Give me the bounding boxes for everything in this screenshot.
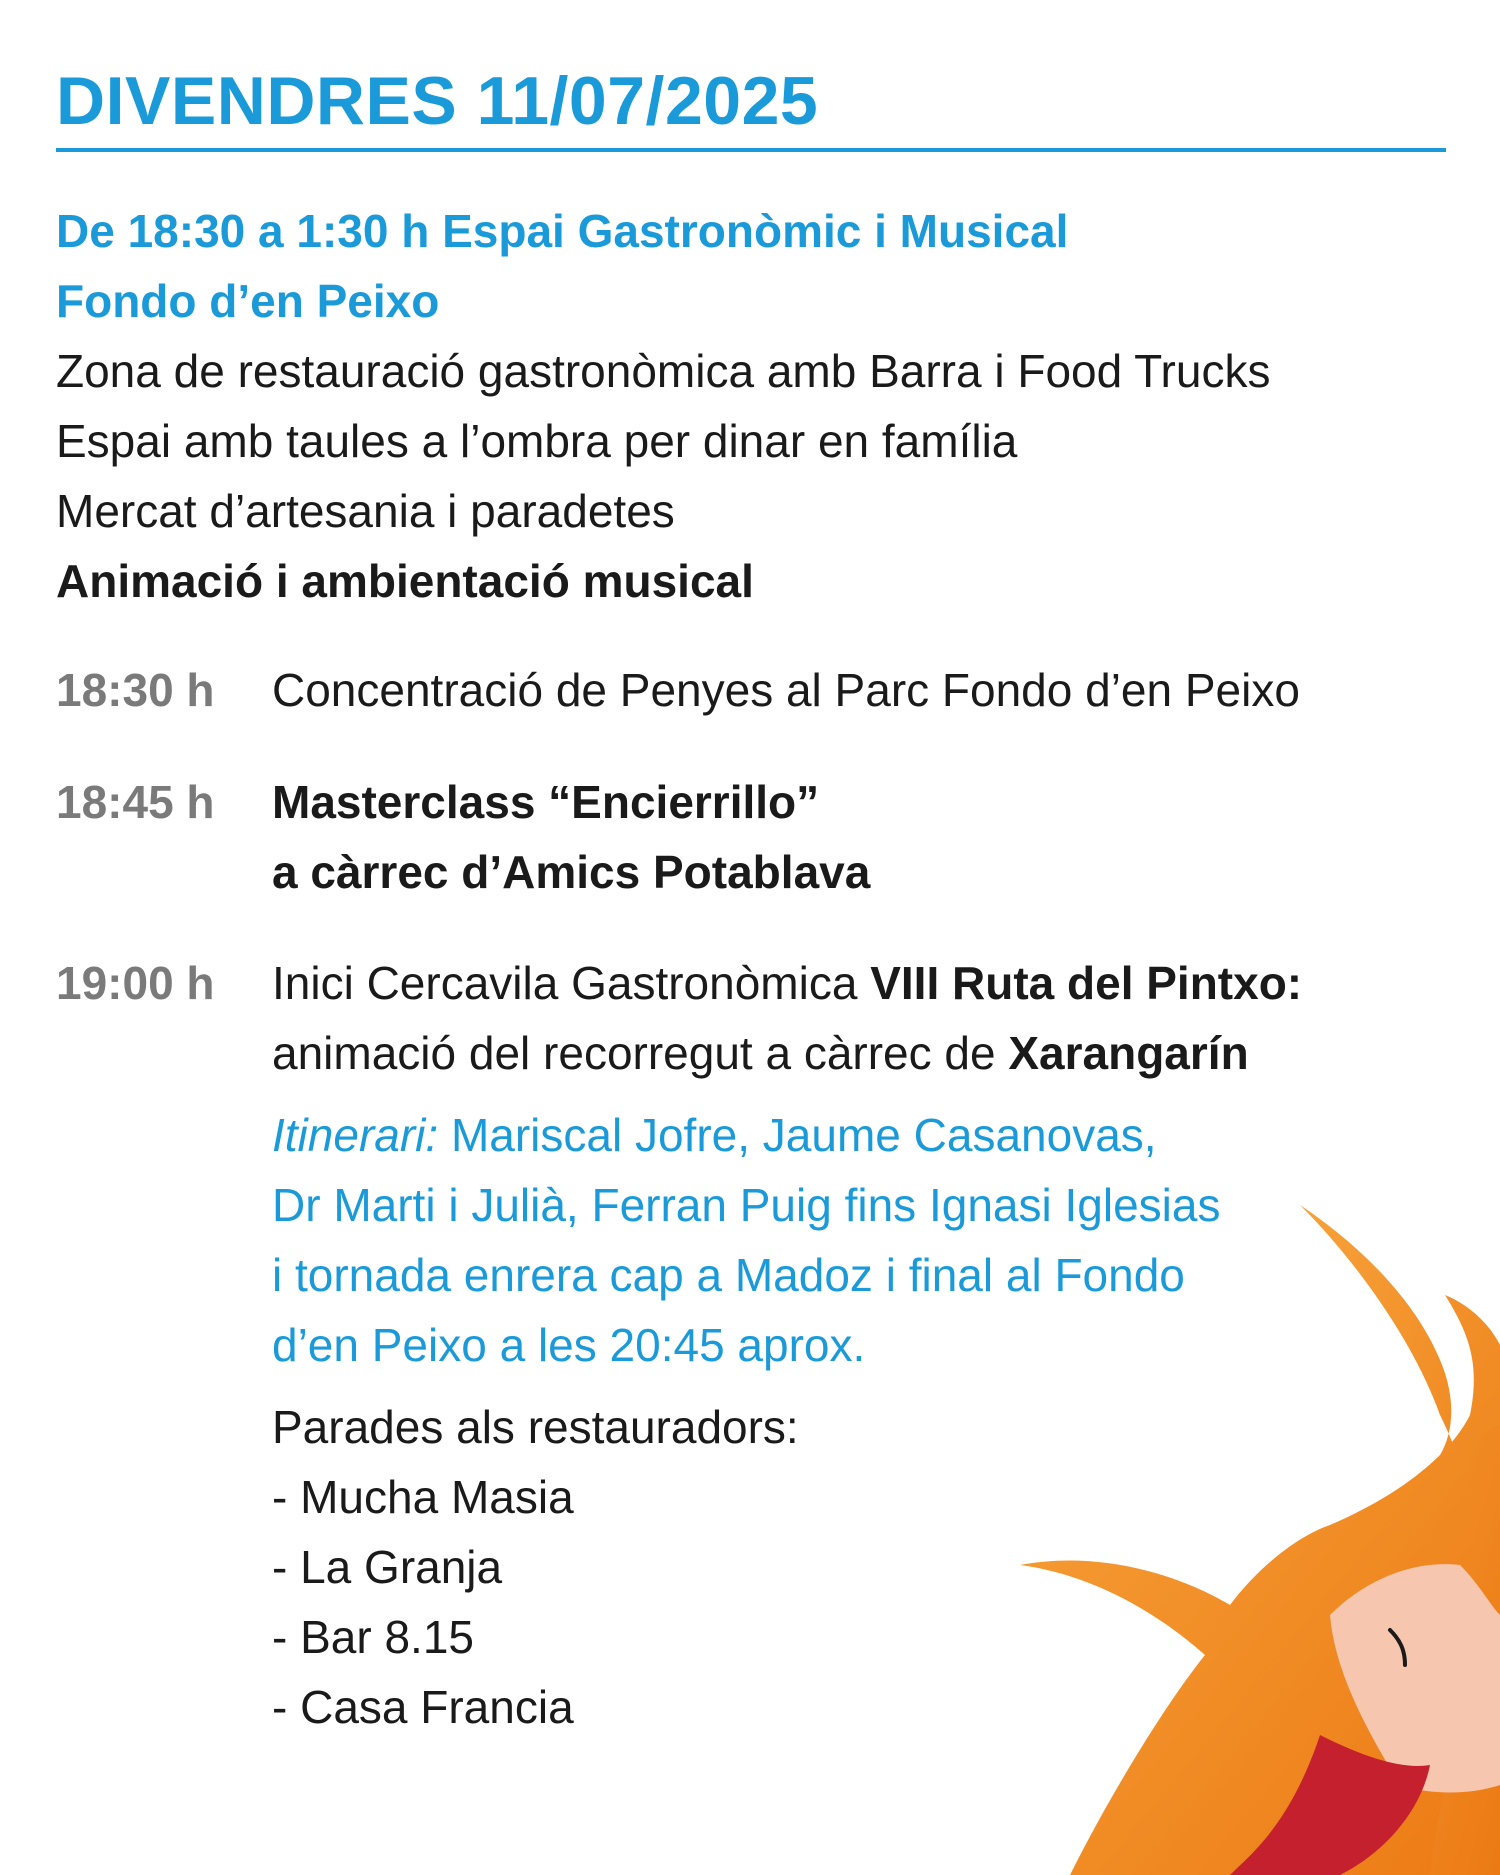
entry-line1-bold: VIII Ruta del Pintxo: xyxy=(870,957,1303,1009)
stop-item: - Casa Francia xyxy=(272,1681,574,1733)
entry-time: 19:00 h xyxy=(56,957,215,1009)
intro-heading-line1: De 18:30 a 1:30 h Espai Gastronòmic i Musical xyxy=(56,205,1069,257)
entry-line2-plain: animació del recorregut a càrrec de xyxy=(272,1027,1009,1079)
entry-line1 xyxy=(272,948,1452,1018)
itinerary-label: Itinerari: xyxy=(272,1109,439,1161)
itinerary-text: Mariscal Jofre, Jaume Casanovas, xyxy=(438,1109,1157,1161)
intro-line: Mercat d’artesania i paradetes xyxy=(56,485,675,537)
entry-description xyxy=(272,767,1452,907)
entry-description xyxy=(272,655,1452,725)
entry-line2 xyxy=(272,1018,1452,1088)
stop-item: - Mucha Masia xyxy=(272,1471,574,1523)
entry-line2-bold: Xarangarín xyxy=(1008,1027,1249,1079)
stop-item: - Bar 8.15 xyxy=(272,1611,474,1663)
stop-item: - La Granja xyxy=(272,1541,503,1593)
intro-bold-line: Animació i ambientació musical xyxy=(56,555,754,607)
entry-time: 18:45 h xyxy=(56,776,215,828)
intro-line: Espai amb taules a l’ombra per dinar en família xyxy=(56,415,1018,467)
itinerary-line3: i tornada enrera cap a Madoz i final al Fondo xyxy=(272,1249,1185,1301)
entry-title-line1: Masterclass “Encierrillo” xyxy=(272,776,820,828)
entry-title-line2: a càrrec d’Amics Potablava xyxy=(272,846,871,898)
intro-heading-line2: Fondo d’en Peixo xyxy=(56,275,440,327)
itinerary-line2: Dr Marti i Julià, Ferran Puig fins Ignasi Iglesias xyxy=(272,1179,1221,1231)
entry-line1-plain: Inici Cercavila Gastronòmica xyxy=(272,957,871,1009)
page-title: DIVENDRES 11/07/2025 xyxy=(56,63,819,139)
stops-heading: Parades als restauradors: xyxy=(272,1401,799,1453)
entry-text: Concentració de Penyes al Parc Fondo d’en Peixo xyxy=(272,664,1300,716)
title-divider xyxy=(56,148,1446,152)
itinerary-line4: d’en Peixo a les 20:45 aprox. xyxy=(272,1319,866,1371)
flame-hair-character-icon xyxy=(1000,1095,1500,1875)
intro-line: Zona de restauració gastronòmica amb Barra i Food Trucks xyxy=(56,345,1271,397)
intro-section xyxy=(56,196,1456,616)
entry-time: 18:30 h xyxy=(56,664,215,716)
